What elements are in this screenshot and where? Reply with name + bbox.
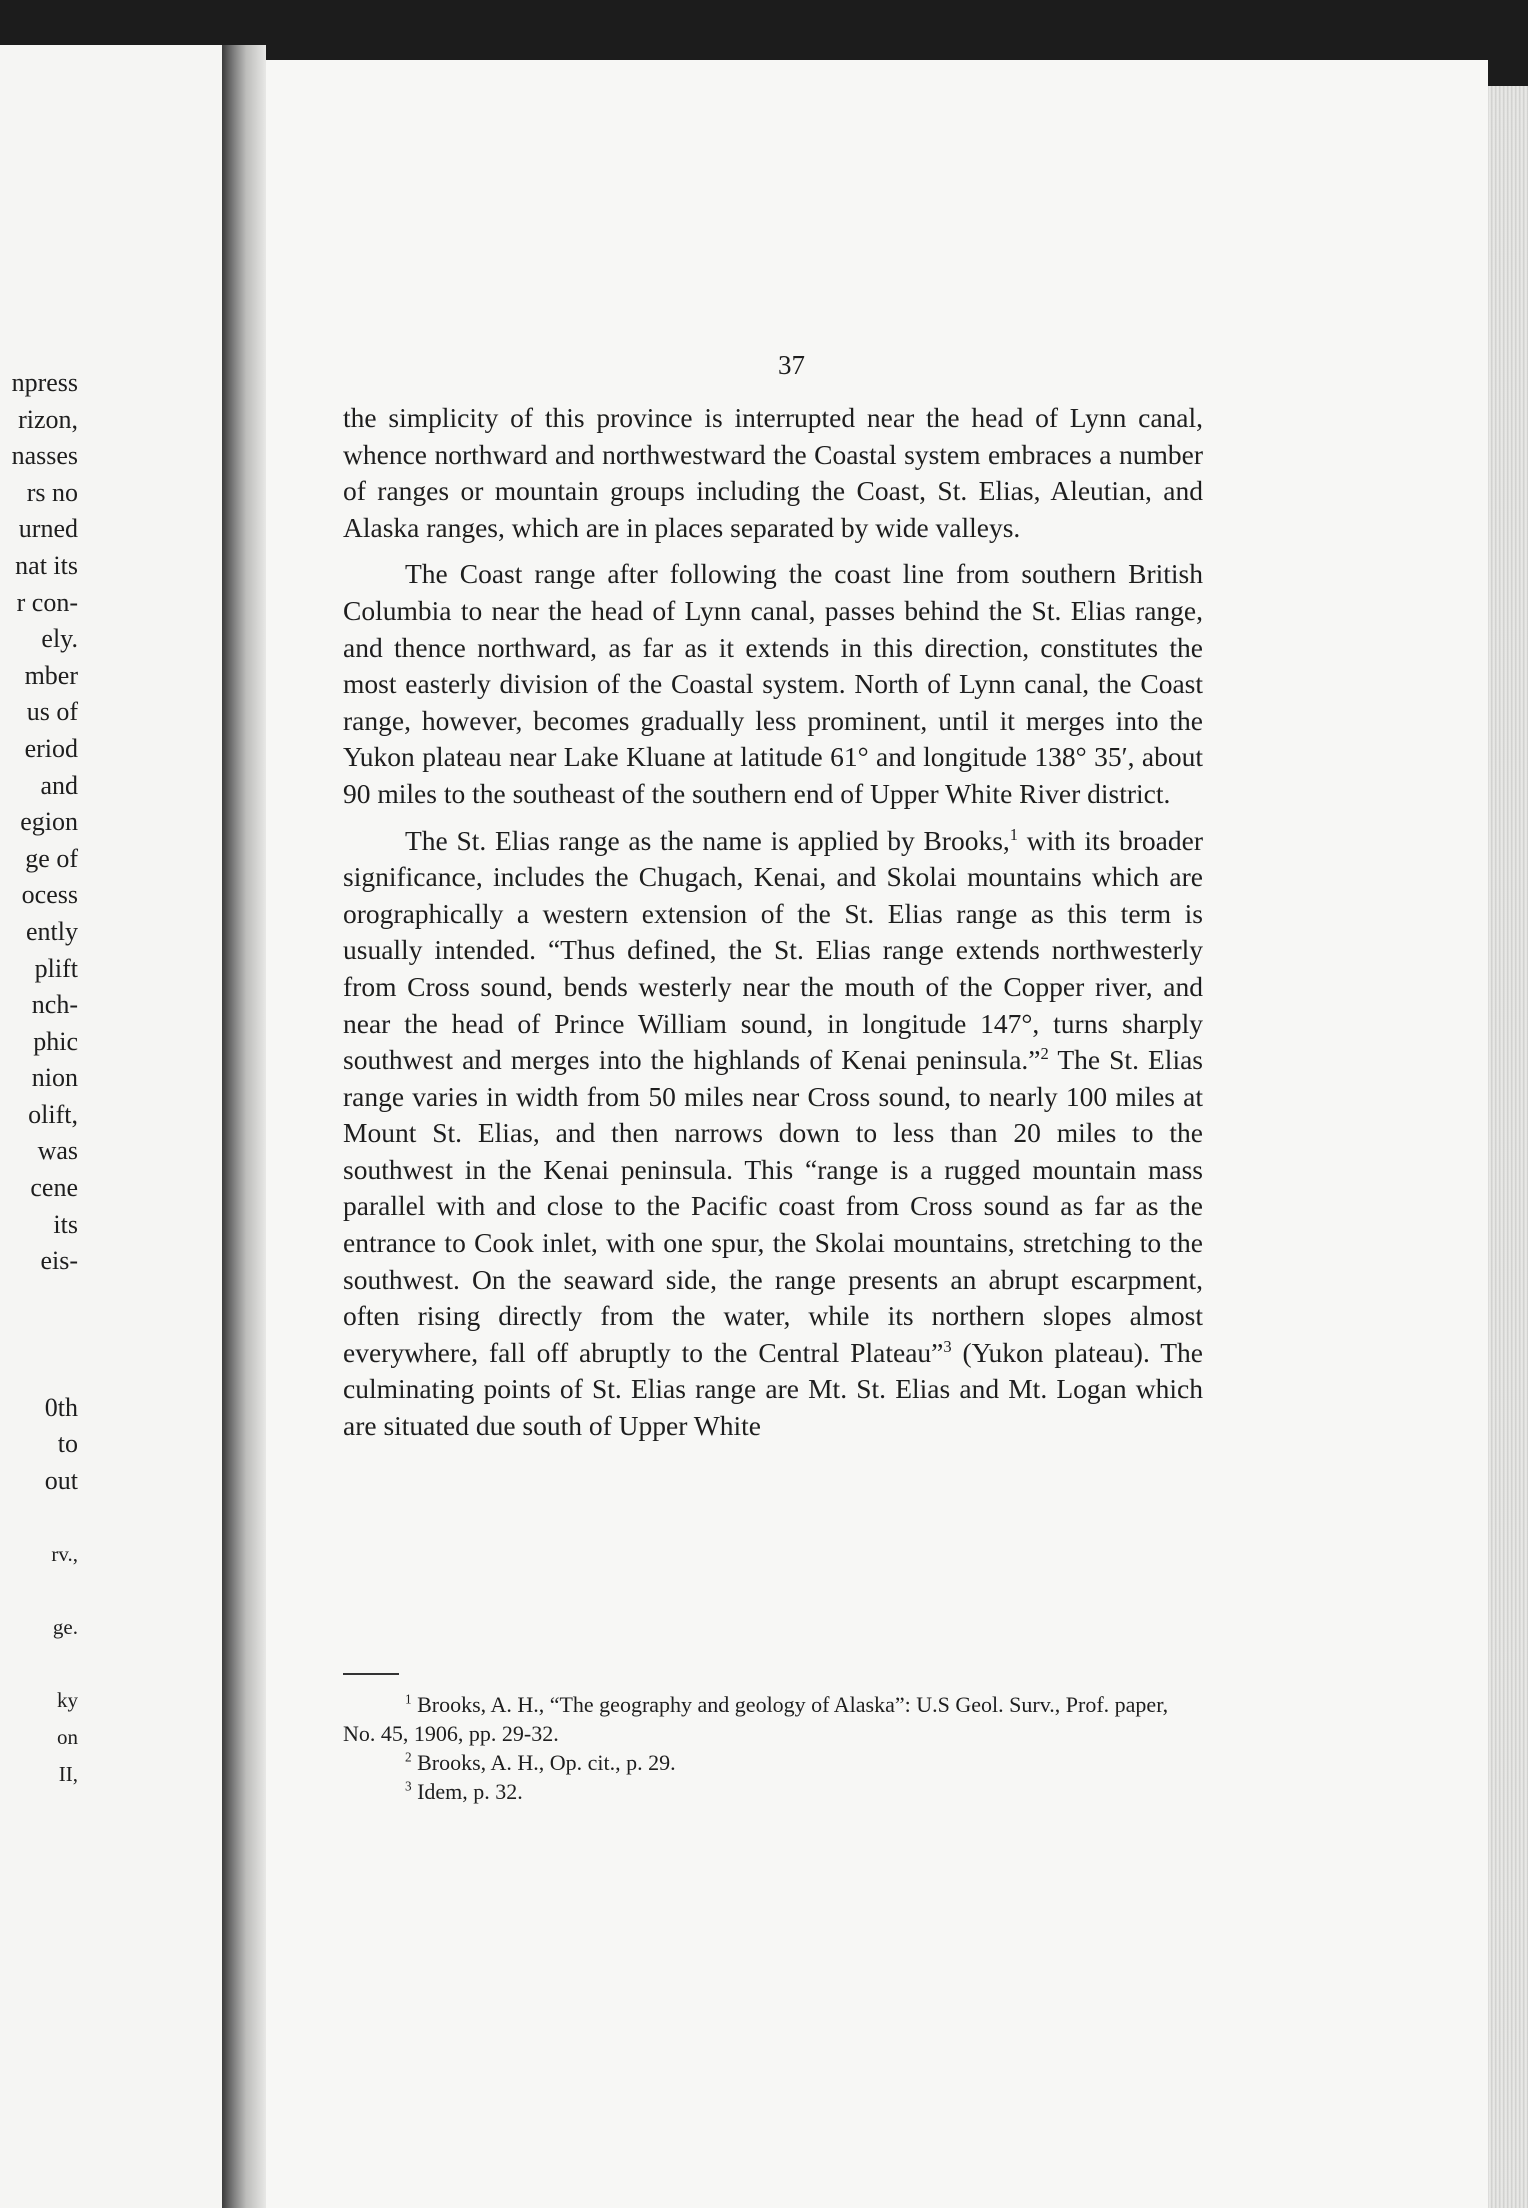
left-page-fragment: npress [11,368,78,397]
footnote-text: Idem, p. 32. [411,1779,523,1804]
left-page-fragment: nch- [31,990,78,1020]
footnote-text: Brooks, A. H., Op. cit., p. 29. [411,1750,676,1775]
left-page-fragment [0,1499,78,1536]
footnotes [343,1690,1203,1806]
left-page-fragment: rv., [51,1542,78,1566]
page-number: 37 [778,350,805,380]
book-gutter [222,45,266,2208]
left-page [0,45,222,2208]
left-page-fragment: cene [30,1173,78,1203]
left-page-fragment: us of [26,697,78,727]
left-page-fragment: olift, [28,1099,78,1129]
footnote-divider [343,1673,399,1675]
left-page-fragment: rs no [26,477,78,507]
left-page-fragment: rizon, [18,404,78,434]
left-page-fragment: ge. [52,1615,78,1640]
left-page-fragment: mber [24,660,78,690]
left-page-fragment [0,1353,78,1390]
left-page-fragment: plift [34,953,78,983]
left-page-fragment: II, [58,1761,78,1786]
paragraph-1: the simplicity of this province is interrupted near the head of Lynn canal, whence northward and northwestward the Coastal system embraces a number of ranges or mountain groups including the Coast, St. Elias, Aleutian, and Alaska ranges, which are in places separated by wide valleys. [343,402,1203,543]
left-page-fragment: on [57,1724,78,1749]
footnote-number: 3 [405,1778,412,1794]
left-page-fragment: nion [31,1063,78,1093]
left-page-fragment: and [40,770,78,800]
left-page-fragment [0,1573,78,1610]
paragraph-2: The Coast range after following the coast line from southern British Columbia to near the head of Lynn canal, passes behind the St. Elias range, and thence northward, as far as it extends in this direction, constitutes the most easterly division of the Coastal system. North of Lynn canal, the Coast range, however, becomes gradually less prominent, until it merges into the Yukon plateau near Lake Kluane at latitude 61° and longitude 138° 35′, about 90 miles to the southeast of the southern end of Upper White River district. [343,558,1203,809]
page-edge [1488,86,1528,2208]
left-page-text-fragments [0,365,78,1792]
paragraph-3-part-3: The St. Elias range varies in width from 50 miles near Cross sound, to nearly 100 miles at Mount St. Elias, and then narrows down to less than 20 miles to the southwest in the Kenai peninsula. This “range is a rugged mountain mass parallel with and close to the Pacific coast from Cross sound as far as the entrance to Cook inlet, with one spur, the Skolai mountains, stretching to the southwest. On the seaward side, the range presents an abrupt escarpment, often rising directly from the water, while its northern slopes almost everywhere, fall off abruptly to the Central Plateau” [343,1044,1203,1368]
left-page-fragment: r con- [16,587,78,617]
paragraph-3-part-1: The St. Elias range as the name is applied by Brooks, [405,824,1010,856]
body-text [343,400,1203,1455]
paragraph-3-part-4: (Yukon plateau). The culminating points of St. Elias range are Mt. St. Elias and Mt. Logan which are situated due south of Upper White [343,1336,1203,1442]
footnote-1 [343,1690,1203,1748]
footnote-ref-3: 3 [943,1336,952,1356]
footnote-number: 1 [405,1691,412,1707]
left-page-fragment: ently [26,916,78,946]
left-page-fragment: eis- [40,1246,78,1276]
left-page-fragment [0,1280,78,1317]
paragraph-3 [343,823,1203,1445]
left-page-fragment: nat its [15,550,78,580]
footnote-text: Brooks, A. H., “The geography and geology of Alaska”: U.S Geol. Surv., Prof. paper, No. 45, 1906, pp. 29-32. [343,1692,1169,1746]
left-page-fragment: its [53,1209,78,1239]
left-page-fragment: nasses [11,441,78,471]
left-page-fragment: eriod [24,733,78,763]
left-page-fragment: was [37,1136,78,1166]
footnote-3 [343,1777,1203,1806]
footnote-ref-1: 1 [1009,824,1019,844]
left-page-fragment [0,1646,78,1683]
left-page-fragment: ky [57,1688,78,1713]
left-page-fragment: egion [20,807,78,837]
footnote-number: 2 [405,1749,412,1765]
left-page-fragment: ely. [41,624,78,654]
footnote-ref-2: 2 [1040,1043,1049,1063]
left-page-fragment: ge of [25,843,78,873]
left-page-fragment [0,1316,78,1353]
left-page-fragment: out [44,1465,78,1495]
left-page-fragment: ocess [21,880,78,910]
footnote-2 [343,1748,1203,1777]
left-page-fragment: urned [18,514,78,544]
left-page-fragment: phic [33,1026,78,1056]
paragraph-3-part-2: with its broader significance, includes the Chugach, Kenai, and Skolai mountains which are orographically a western extension of the St. Elias range as this term is usually intended. “Thus defined, the St. Elias range extends northwesterly from Cross sound, bends westerly near the mouth of the Copper river, and near the head of Prince William sound, in longitude 147°, turns sharply southwest and merges into the highlands of Kenai peninsula.” [343,824,1203,1076]
left-page-fragment: 0th [44,1392,78,1422]
left-page-fragment: to [57,1429,78,1459]
